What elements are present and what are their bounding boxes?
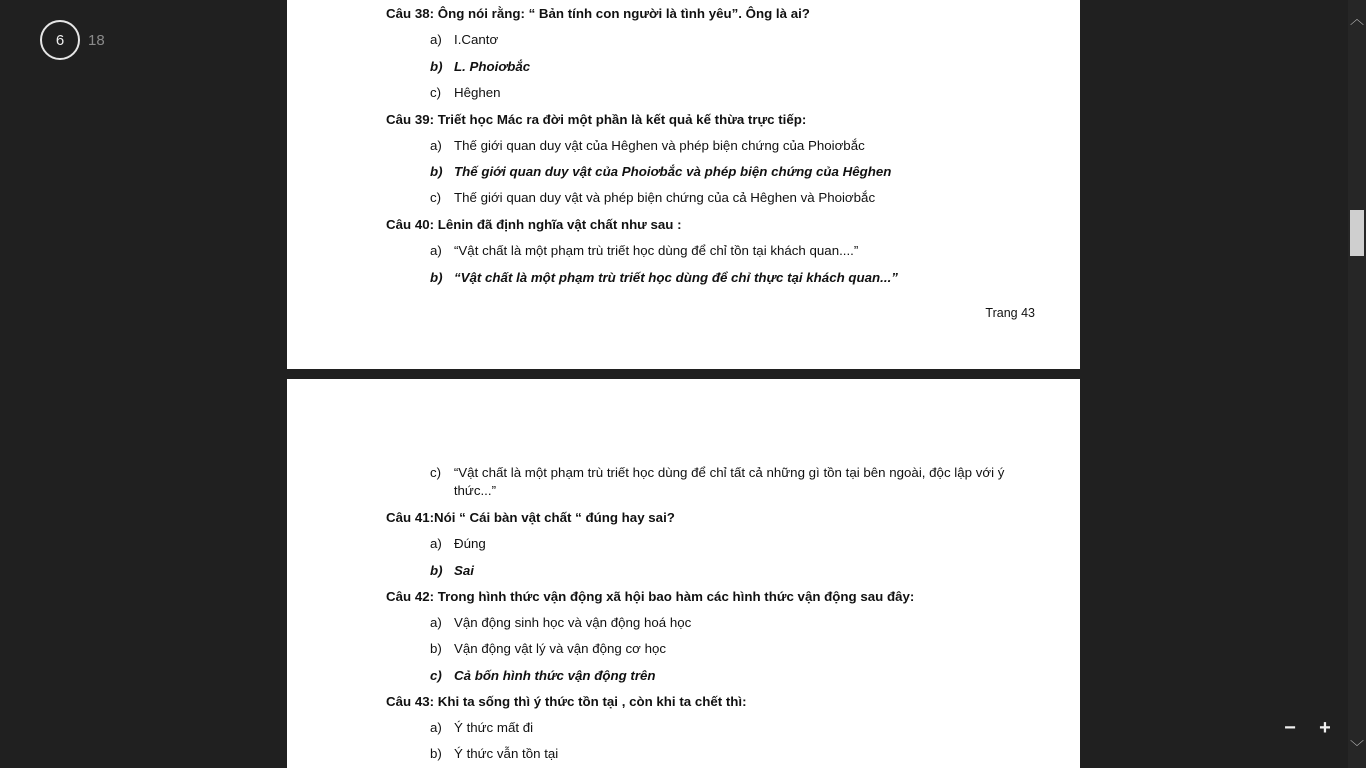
option-text: Thế giới quan duy vật và phép biện chứng của cả Hêghen và Phoiơbắc bbox=[454, 190, 876, 205]
option-letter: b) bbox=[430, 563, 443, 578]
scroll-down-icon[interactable]: ﹀ bbox=[1350, 739, 1364, 755]
option-41-b-answer bbox=[430, 563, 474, 578]
option-letter: a) bbox=[430, 138, 442, 153]
option-letter: b) bbox=[430, 746, 442, 761]
option-letter: c) bbox=[430, 85, 442, 100]
scrollbar-thumb[interactable] bbox=[1350, 210, 1364, 256]
option-text: Ý thức vẫn tồn tại bbox=[454, 746, 559, 761]
option-39-a bbox=[430, 138, 865, 153]
option-text: Sai bbox=[454, 563, 474, 578]
question-42: Câu 42: Trong hình thức vận động xã hội bao hàm các hình thức vận động sau đây: bbox=[386, 589, 915, 604]
option-38-a bbox=[430, 32, 498, 47]
option-40-c bbox=[430, 464, 1030, 500]
page-counter bbox=[40, 20, 105, 60]
option-letter: a) bbox=[430, 243, 442, 258]
option-letter: c) bbox=[430, 668, 442, 683]
option-text: I.Cantơ bbox=[454, 32, 499, 47]
question-39: Câu 39: Triết học Mác ra đời một phần là kết quả kế thừa trực tiếp: bbox=[386, 112, 807, 127]
option-text: Ý thức mất đi bbox=[454, 720, 534, 735]
option-letter: c) bbox=[430, 190, 442, 205]
document-page-44 bbox=[287, 379, 1080, 768]
question-40: Câu 40: Lênin đã định nghĩa vật chất như sau : bbox=[386, 217, 682, 232]
option-letter: b) bbox=[430, 270, 443, 285]
option-text: “Vật chất là một phạm trù triết học dùng để chỉ tồn tại khách quan....” bbox=[454, 243, 859, 258]
option-42-c-answer bbox=[430, 668, 656, 683]
current-page-indicator[interactable]: 6 bbox=[40, 20, 80, 60]
question-43: Câu 43: Khi ta sống thì ý thức tồn tại , còn khi ta chết thì: bbox=[386, 694, 747, 709]
option-letter: b) bbox=[430, 164, 443, 179]
total-pages: 18 bbox=[88, 31, 105, 49]
question-41: Câu 41:Nói “ Cái bàn vật chất “ đúng hay sai? bbox=[386, 510, 675, 525]
option-letter: a) bbox=[430, 720, 442, 735]
zoom-out-button[interactable]: − bbox=[1284, 717, 1296, 739]
option-text: Hêghen bbox=[454, 85, 501, 100]
option-letter: a) bbox=[430, 32, 442, 47]
option-42-b bbox=[430, 641, 666, 656]
option-letter: b) bbox=[430, 641, 442, 656]
option-38-c bbox=[430, 85, 501, 100]
question-38: Câu 38: Ông nói rằng: “ Bản tính con người là tình yêu”. Ông là ai? bbox=[386, 6, 810, 21]
vertical-scrollbar[interactable] bbox=[1348, 0, 1366, 768]
scroll-up-icon[interactable]: ︿ bbox=[1350, 11, 1364, 27]
option-39-c bbox=[430, 190, 875, 205]
option-letter: c) bbox=[430, 465, 442, 480]
option-40-a bbox=[430, 243, 858, 258]
option-42-a bbox=[430, 615, 691, 630]
option-38-b-answer bbox=[430, 59, 530, 74]
option-text: Thế giới quan duy vật của Phoiơbắc và phép biện chứng của Hêghen bbox=[454, 164, 892, 179]
option-43-b bbox=[430, 746, 558, 761]
page-number: Trang 43 bbox=[985, 306, 1035, 320]
option-text: Thế giới quan duy vật của Hêghen và phép biện chứng của Phoiơbắc bbox=[454, 138, 865, 153]
option-letter: a) bbox=[430, 536, 442, 551]
option-text: Cả bốn hình thức vận động trên bbox=[454, 668, 656, 683]
option-letter: b) bbox=[430, 59, 443, 74]
option-text: “Vật chất là một phạm trù triết học dùng để chỉ tất cả những gì tồn tại bên ngoài, độc lập với ý thức...” bbox=[453, 465, 1005, 498]
option-letter: a) bbox=[430, 615, 442, 630]
option-text: Vận động vật lý và vận động cơ học bbox=[454, 641, 667, 656]
option-text: “Vật chất là một phạm trù triết học dùng để chỉ thực tại khách quan...” bbox=[454, 270, 898, 285]
option-text: Đúng bbox=[454, 536, 486, 551]
option-text: L. Phoiơbắc bbox=[454, 59, 531, 74]
option-text: Vận động sinh học và vận động hoá học bbox=[454, 615, 692, 630]
option-41-a bbox=[430, 536, 486, 551]
option-43-a bbox=[430, 720, 533, 735]
option-39-b-answer bbox=[430, 164, 891, 179]
document-page-43 bbox=[287, 0, 1080, 369]
zoom-in-button[interactable]: + bbox=[1319, 717, 1331, 739]
option-40-b-answer bbox=[430, 270, 898, 285]
